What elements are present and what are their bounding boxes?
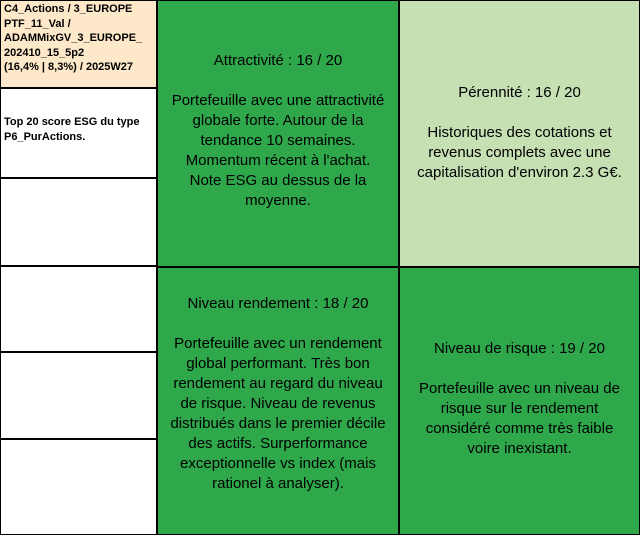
risque-quadrant [400, 268, 639, 534]
header-line: C4_Actions / 3_EUROPE [4, 3, 133, 15]
empty-cell [0, 352, 157, 439]
body-line: distribués dans le premier décile [170, 415, 386, 432]
body-line: moyenne. [245, 192, 311, 209]
empty-cell [0, 439, 157, 535]
attractivite-title: Attractivité : 16 / 20 [213, 52, 343, 69]
body-line: revenus complets avec une [428, 144, 611, 161]
body-line: global performant. Très bon [186, 355, 370, 372]
rendement-body [158, 334, 398, 494]
body-line: Note ESG au dessus de la [189, 172, 367, 189]
body-line: de risque. Niveau de revenus [180, 395, 376, 412]
body-line: Historiques des cotations et [427, 124, 612, 141]
risque-title: Niveau de risque : 19 / 20 [434, 340, 605, 357]
body-line: considéré comme très faible [425, 420, 614, 437]
empty-cell [0, 266, 157, 352]
body-line: risque sur le rendement [440, 400, 599, 417]
body-line: voire inexistant. [467, 440, 572, 457]
empty-cell [0, 178, 157, 266]
header-line: ADAMMixGV_3_EUROPE_ [4, 32, 143, 44]
score-grid [157, 0, 640, 535]
header-line: (16,4% | 8,3%) / 2025W27 [4, 61, 134, 73]
perennite-title: Pérennité : 16 / 20 [458, 84, 581, 101]
attractivite-body [158, 91, 398, 211]
body-line: Portefeuille avec un rendement [174, 335, 382, 352]
body-line: exceptionnelle vs index (mais [180, 455, 376, 472]
risque-body [400, 379, 639, 459]
rendement-quadrant [158, 268, 400, 534]
body-line: rendement au regard du niveau [173, 375, 383, 392]
body-line: Portefeuille avec un niveau de [419, 380, 620, 397]
portfolio-header-cell [0, 0, 157, 88]
perennite-body [400, 123, 639, 183]
rendement-title: Niveau rendement : 18 / 20 [187, 295, 369, 312]
header-line: PTF_11_Val / [4, 17, 71, 30]
body-line: Momentum récent à l'achat. [185, 152, 371, 169]
body-line: rationel à analyser). [212, 475, 344, 492]
attractivite-quadrant [158, 1, 400, 268]
info-column [0, 0, 157, 535]
esg-note-cell [0, 88, 157, 178]
header-line: 202410_15_5p2 [4, 46, 85, 59]
note-line: Top 20 score ESG du type [4, 116, 140, 128]
body-line: capitalisation d'environ 2.3 G€. [417, 164, 622, 181]
note-line: P6_PurActions. [4, 131, 86, 143]
body-line: Portefeuille avec une attractivité [171, 92, 385, 109]
body-line: des actifs. Surperformance [188, 435, 368, 452]
body-line: tendance 10 semaines. [200, 132, 356, 149]
body-line: globale forte. Autour de la [192, 112, 364, 129]
perennite-quadrant [400, 1, 639, 268]
